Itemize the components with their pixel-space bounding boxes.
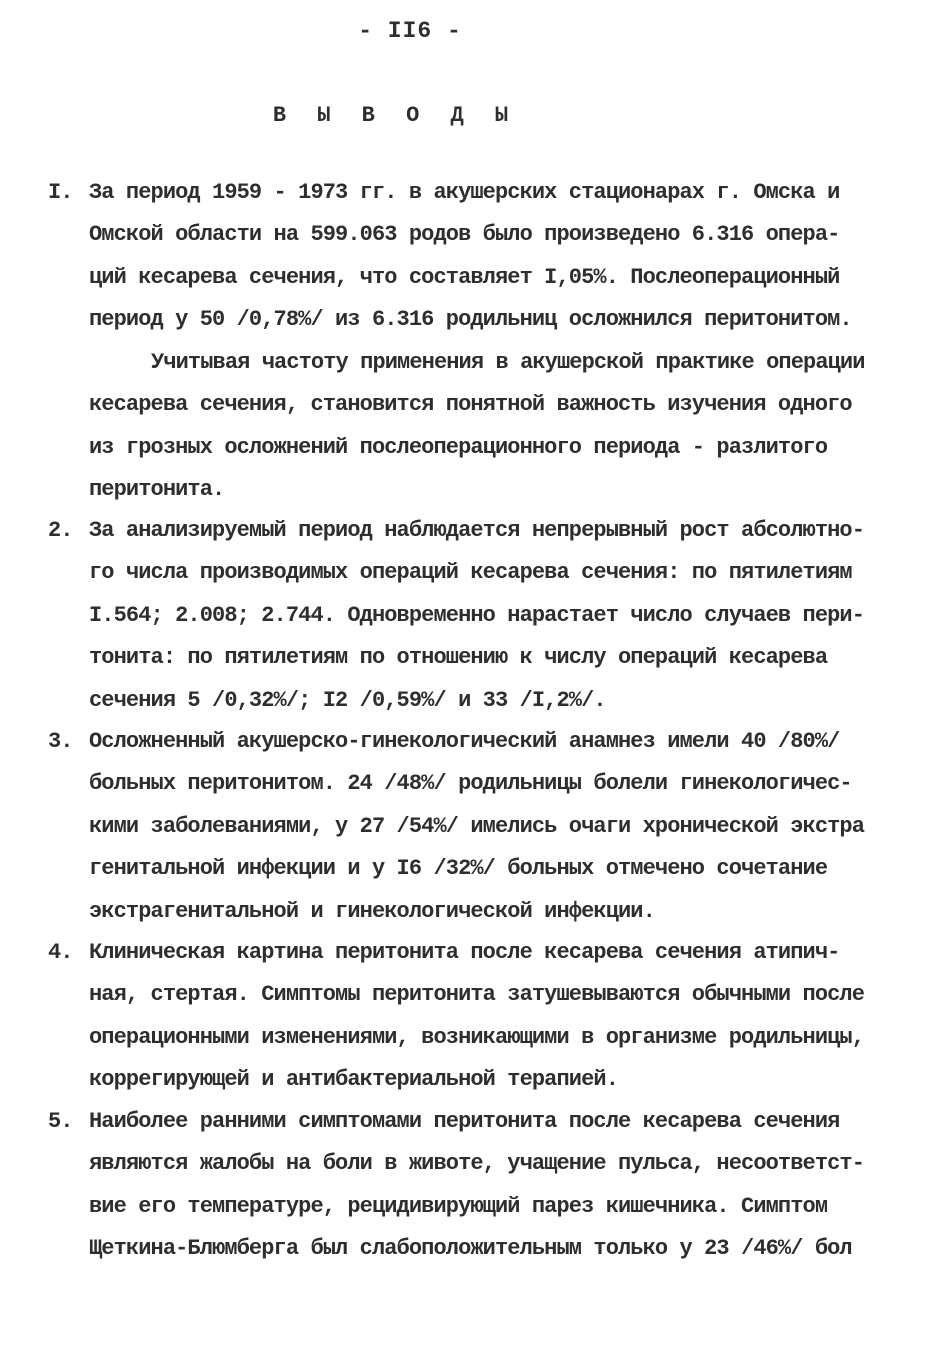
text-line: кесарева сечения, становится понятной важность изучения одного — [89, 392, 852, 418]
item-number: 5. — [48, 1109, 73, 1134]
text-line: ций кесарева сечения, что составляет I,05%. Послеоперационный — [89, 264, 840, 290]
text-line: За анализируемый период наблюдается непрерывный рост абсолютно- — [89, 518, 865, 543]
text-line: тонита: по пятилетиям по отношению к числу операций кесарева — [89, 645, 828, 671]
item-number: 3. — [48, 729, 73, 754]
text-line: кими заболеваниями, у 27 /54%/ имелись очаги хронической экстра — [89, 813, 865, 839]
text-line: операционными изменениями, возникающими в организме родильницы, — [89, 1024, 865, 1050]
text-line: ная, стертая. Симптомы перитонита затушевываются обычными после — [89, 982, 865, 1008]
text-line: I.564; 2.008; 2.744. Одновременно нарастает число случаев пери- — [89, 602, 865, 628]
text-line: вие его температуре, рецидивирующий парез кишечника. Симптом — [89, 1193, 828, 1219]
item-text — [89, 1101, 904, 1271]
item-number: 4. — [48, 940, 73, 965]
text-line: являются жалобы на боли в животе, учащение пульса, несоответст- — [89, 1151, 865, 1177]
item-text — [89, 510, 904, 722]
text-line: перитонита. — [89, 477, 225, 503]
text-line: Учитывая частоту применения в акушерской практике операции — [151, 350, 865, 375]
text-line: сечения 5 /0,32%/; I2 /0,59%/ и 33 /I,2%/. — [89, 687, 606, 713]
text-line: экстрагенитальной и гинекологической инфекции. — [89, 898, 655, 924]
conclusion-item-3 — [48, 721, 908, 933]
text-line: из грозных осложнений послеоперационного периода - разлитого — [89, 434, 828, 460]
text-line: генитальной инфекции и у I6 /32%/ больных отмечено сочетание — [89, 856, 828, 882]
text-line: го числа производимых операций кесарева сечения: по пятилетиям — [89, 560, 852, 586]
conclusion-item-4 — [48, 932, 908, 1102]
conclusion-item-1-paragraph-2 — [89, 342, 904, 512]
text-line: Щеткина-Блюмберга был слабоположительным только у 23 /46%/ бол — [89, 1236, 852, 1262]
page-number: - II6 - — [358, 18, 462, 44]
item-number: 2. — [48, 518, 73, 543]
item-text — [89, 172, 904, 342]
conclusion-item-2 — [48, 510, 908, 722]
text-line: Наиболее ранними симптомами перитонита после кесарева сечения — [89, 1109, 840, 1134]
text-line: Осложненный акушерско-гинекологический анамнез имели 40 /80%/ — [89, 729, 840, 754]
text-line: коррегирующей и антибактериальной терапией. — [89, 1067, 618, 1093]
text-line: Клиническая картина перитонита после кесарева сечения атипич- — [89, 940, 840, 965]
text-line: больных перитонитом. 24 /48%/ родильницы болели гинекологичес- — [89, 771, 852, 797]
item-text — [89, 932, 904, 1102]
conclusion-item-5 — [48, 1101, 908, 1271]
text-line: За период 1959 - 1973 гг. в акушерских стационарах г. Омска и — [89, 180, 840, 205]
text-line: Омской области на 599.063 родов было произведено 6.316 опера- — [89, 222, 840, 248]
text-line: период у 50 /0,78%/ из 6.316 родильниц осложнился перитонитом. — [89, 307, 852, 333]
item-number: I. — [48, 180, 73, 205]
item-text — [89, 721, 904, 933]
section-heading: В Ы В О Д Ы — [272, 103, 518, 128]
conclusion-item-1 — [48, 172, 908, 342]
